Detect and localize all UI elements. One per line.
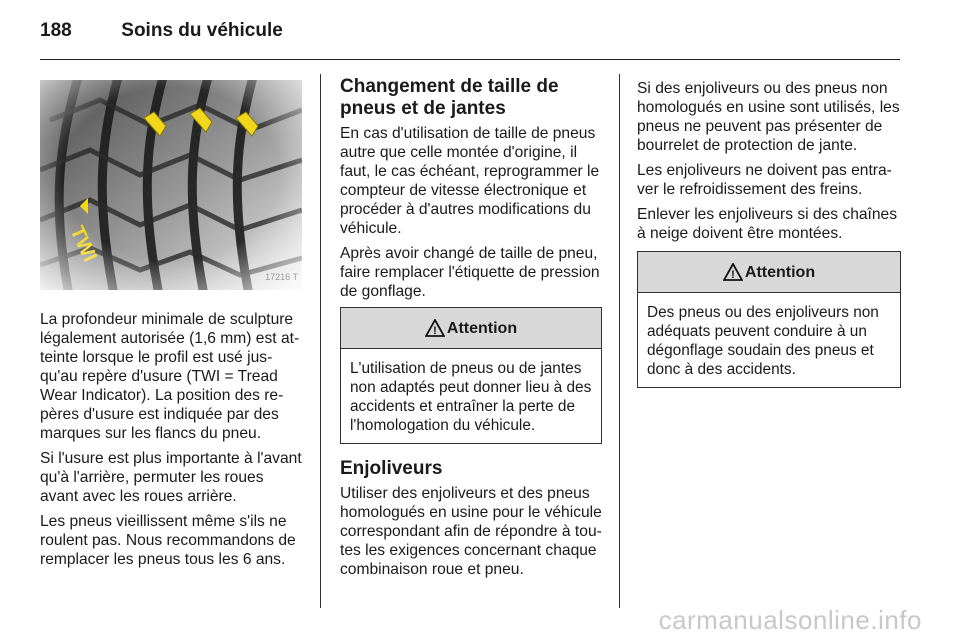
left-column: [40, 76, 304, 575]
warning-header: [341, 308, 601, 349]
right-paragraph-2: Les enjoliveurs ne doivent pas entra- ver le refroidissement des freins.: [637, 162, 892, 198]
section-title: Soins du véhicule: [121, 20, 283, 41]
warning-box-1: [340, 307, 602, 444]
warning-title: Attention: [744, 263, 816, 281]
right-paragraph-1: Si des enjoliveurs ou des pneus non homologués en usine sont utilisés, les pneus ne peuvent pas présenter de bourrelet de protection de jante.: [637, 80, 900, 154]
warning-title: Attention: [446, 319, 518, 337]
tire-tread-illustration: [40, 80, 302, 290]
column-divider-2: [619, 74, 620, 608]
section-heading-hubcaps: Enjoliveurs: [340, 458, 443, 479]
left-paragraph-2: Si l'usure est plus importante à l'avant qu'à l'arrière, permuter les roues avant avec les roues arrière.: [40, 450, 302, 505]
right-column: [637, 79, 901, 402]
svg-text:!: !: [731, 269, 735, 281]
middle-paragraph-2: Après avoir changé de taille de pneu, faire remplacer l'étiquette de pression de gonflage.: [340, 245, 600, 300]
warning-text: L'utilisation de pneus ou de jantes non adaptés peut donner lieu à des accidents et entraîner la perte de l'homologation du véhicule.: [350, 360, 592, 434]
warning-triangle-icon: [425, 319, 445, 337]
column-divider-1: [320, 74, 321, 608]
middle-paragraph-1: En cas d'utilisation de taille de pneus autre que celle montée d'origine, il faut, le cas échéant, reprogrammer le compteur de vitesse électronique et procéder à d'autres modifications du véhicule.: [340, 125, 600, 237]
warning-header: [638, 252, 900, 293]
warning-triangle-icon: [723, 263, 743, 281]
warning-text: Des pneus ou des enjoliveurs non adéquats peuvent conduire à un dégonflage soudain des pneus et donc à des accidents.: [647, 304, 879, 378]
figure-code: 17216 T: [265, 272, 298, 282]
section-heading-tire-size: Changement de taille de pneus et de jantes: [340, 76, 559, 119]
middle-column: [340, 76, 602, 585]
page-number: 188: [40, 20, 72, 41]
page-header: [40, 20, 283, 42]
svg-text:!: !: [433, 325, 437, 337]
left-paragraph-1: La profondeur minimale de sculpture légalement autorisée (1,6 mm) est at- teinte lorsque le profil est usé jus- qu'au repère d'usure (TWI = Tread Wear Indicator). La position des re- pères d'usure est indiquée par des marques sur les flancs du pneu.: [40, 311, 300, 442]
watermark: carmanualsonline.info: [658, 605, 922, 635]
right-paragraph-3: Enlever les enjoliveurs si des chaînes à neige doivent être montées.: [637, 206, 898, 242]
warning-box-2: [637, 251, 901, 388]
tire-tread-figure: [40, 80, 302, 290]
middle-paragraph-3: Utiliser des enjoliveurs et des pneus homologués en usine pour le véhicule correspondant afin de répondre à tou- tes les exigences concernant chaque combinaison roue et pneu.: [340, 485, 602, 578]
header-rule: [40, 59, 900, 60]
left-paragraph-3: Les pneus vieillissent même s'ils ne roulent pas. Nous recommandons de remplacer les pneus tous les 6 ans.: [40, 513, 296, 568]
